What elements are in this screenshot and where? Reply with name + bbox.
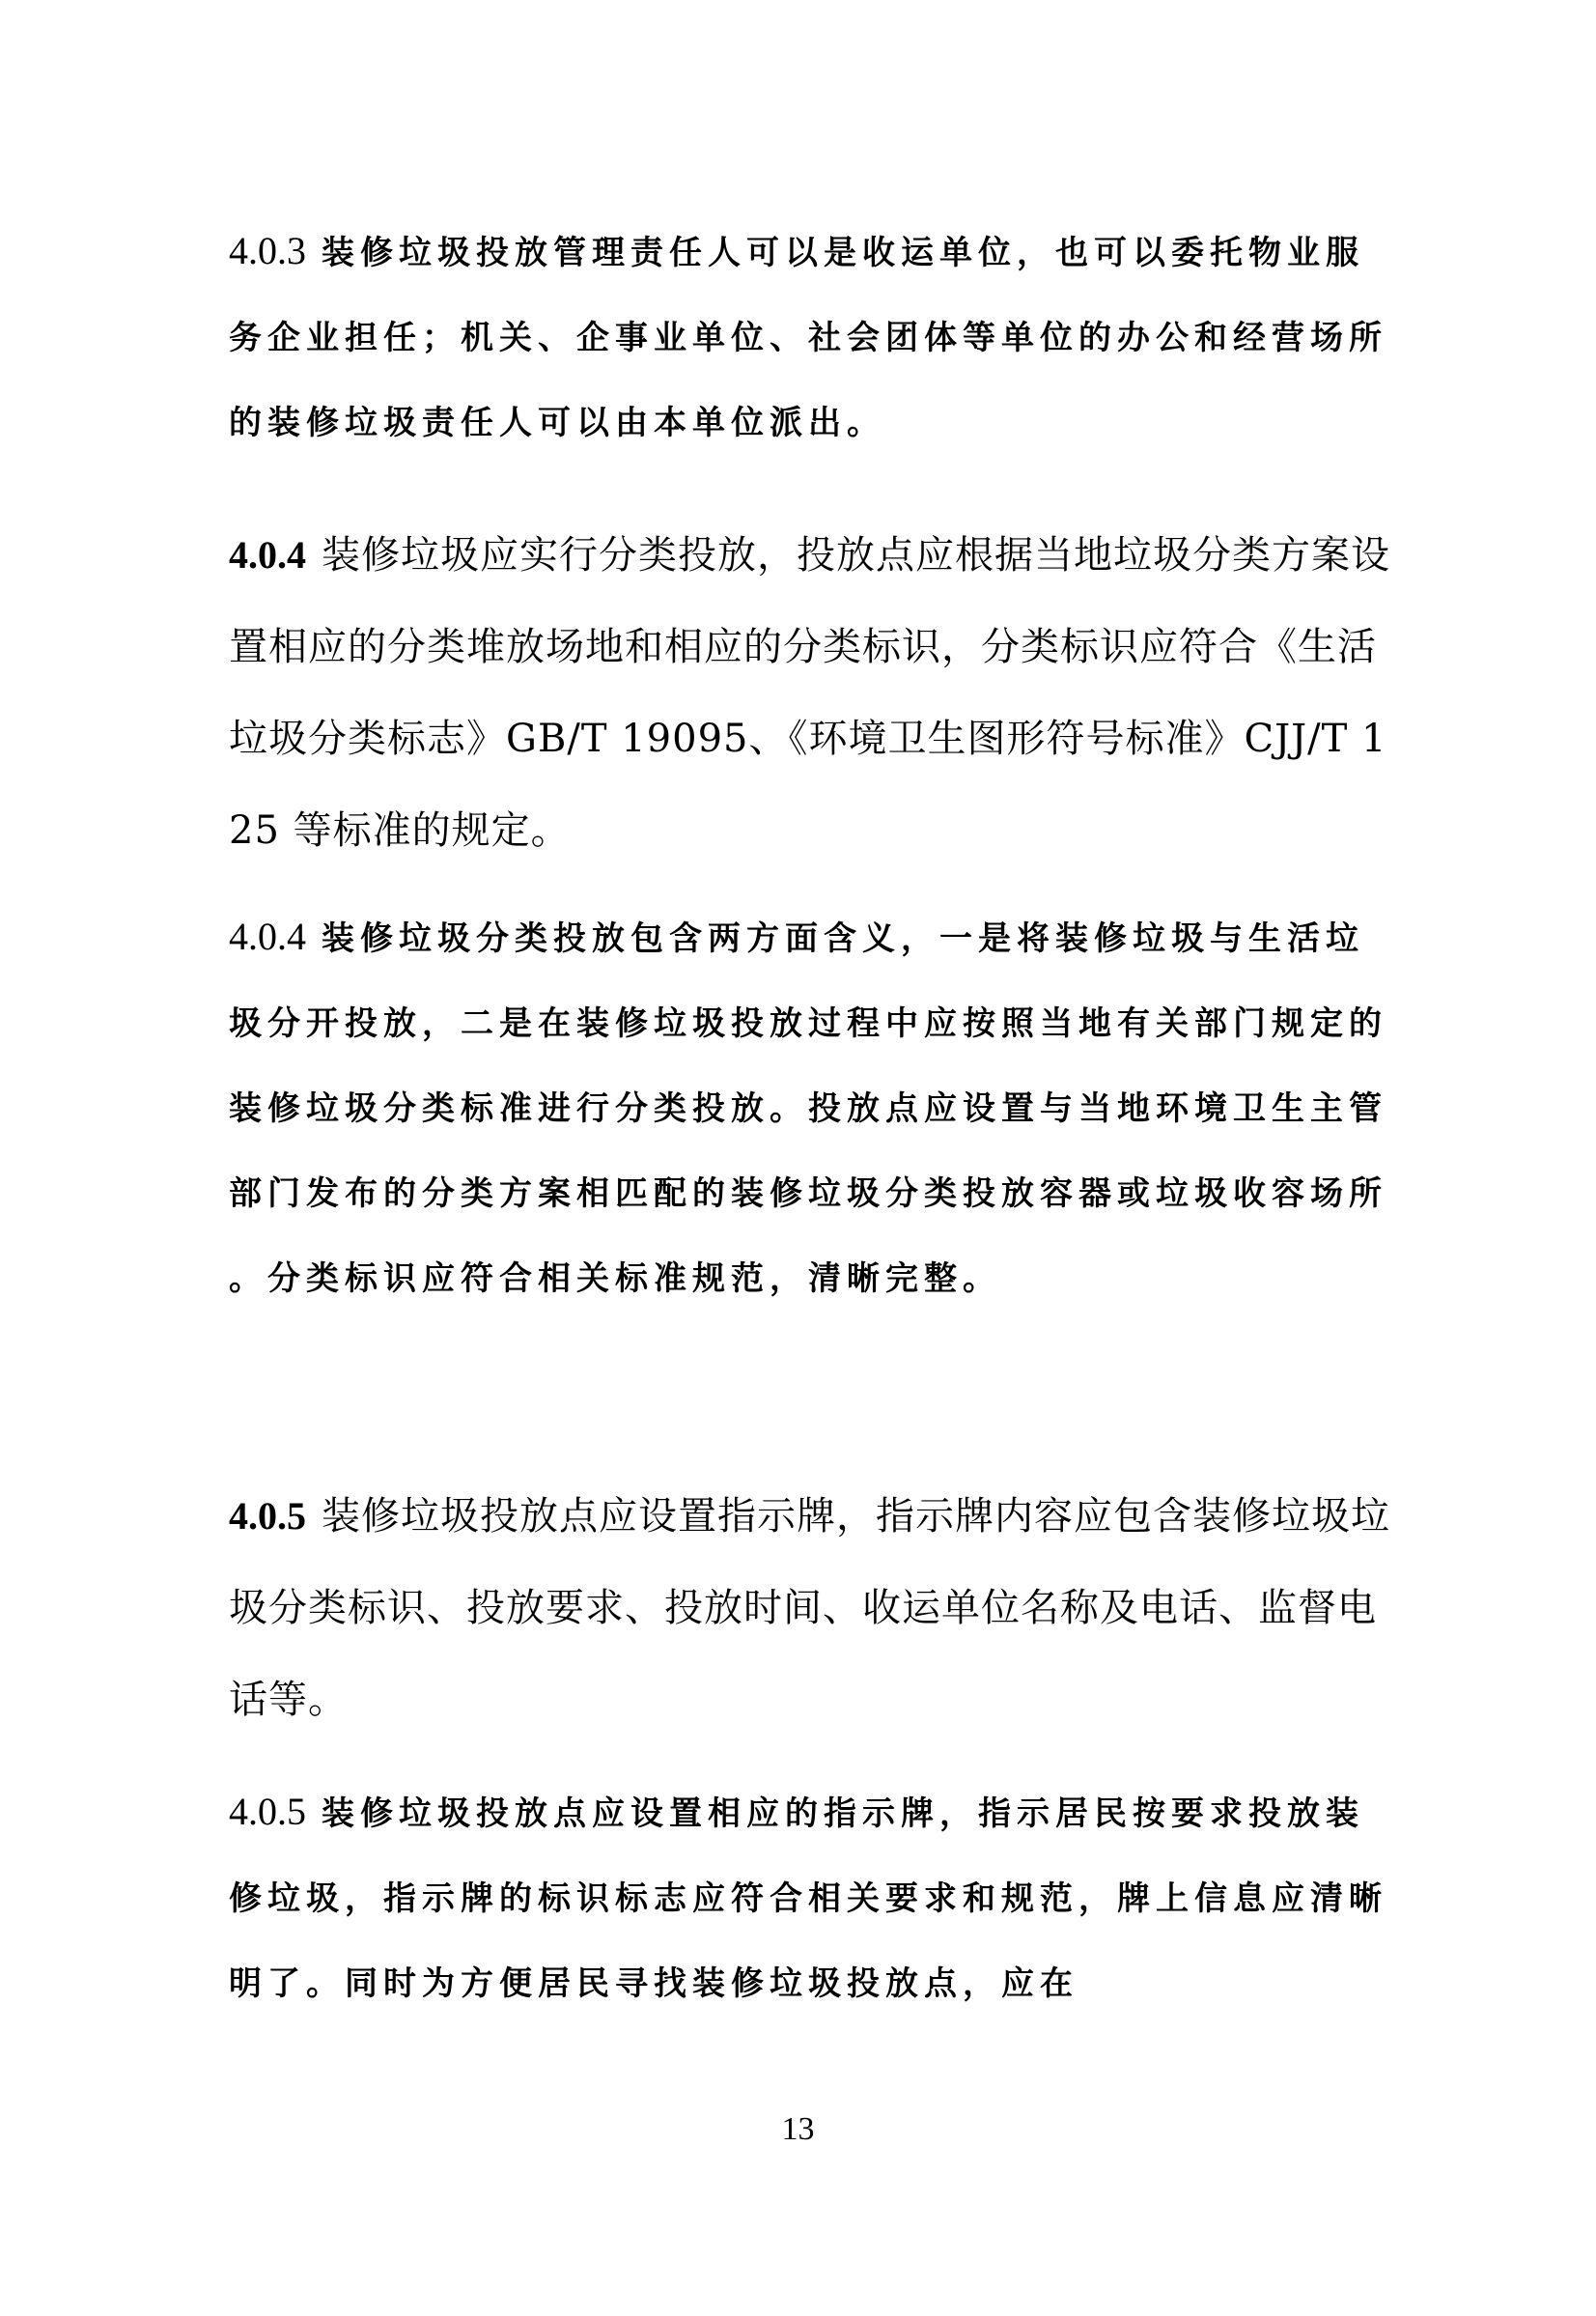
clause-note-4-0-3 [229, 209, 1402, 466]
clause-number: 4.0.3 [229, 229, 306, 272]
page-number: 13 [781, 2111, 815, 2147]
clause-text: 装修垃圾投放点应设置指示牌，指示牌内容应包含装修垃圾垃圾分类标识、投放要求、投放时间、收运单位名称及电话、监督电话等。 [229, 1494, 1390, 1722]
clause-article-4-0-4 [229, 509, 1402, 877]
clause-note-4-0-5 [229, 1769, 1402, 2026]
clause-text: 装修垃圾应实行分类投放，投放点应根据当地垃圾分类方案设置相应的分类堆放场地和相应的分类标识，分类标识应符合《生活垃圾分类标志》GB/T 19095、《环境卫生图形符号标准》CJJ/T 125 等标准的规定。 [229, 533, 1390, 853]
clause-text: 装修垃圾投放管理责任人可以是收运单位，也可以委托物业服务企业担任；机关、企事业单位、社会团体等单位的办公和经营场所的装修垃圾责任人可以由本单位派出。 [229, 234, 1387, 442]
clause-number: 4.0.4 [229, 915, 306, 958]
clause-article-4-0-5 [229, 1470, 1402, 1746]
clause-note-4-0-4 [229, 894, 1402, 1321]
clause-text: 装修垃圾投放点应设置相应的指示牌，指示居民按要求投放装修垃圾，指示牌的标识标志应符合相关要求和规范，牌上信息应清晰明了。同时为方便居民寻找装修垃圾投放点，应在 [229, 1794, 1387, 2003]
clause-number: 4.0.5 [229, 1790, 306, 1833]
clause-number: 4.0.4 [229, 533, 306, 577]
clause-number: 4.0.5 [229, 1494, 306, 1538]
clause-text: 装修垃圾分类投放包含两方面含义，一是将装修垃圾与生活垃圾分开投放，二是在装修垃圾投放过程中应按照当地有关部门规定的装修垃圾分类标准进行分类投放。投放点应设置与当地环境卫生主管部门发布的分类方案相匹配的装修垃圾分类投放容器或垃圾收容场所。分类标识应符合相关标准规范，清晰完整。 [229, 919, 1387, 1298]
